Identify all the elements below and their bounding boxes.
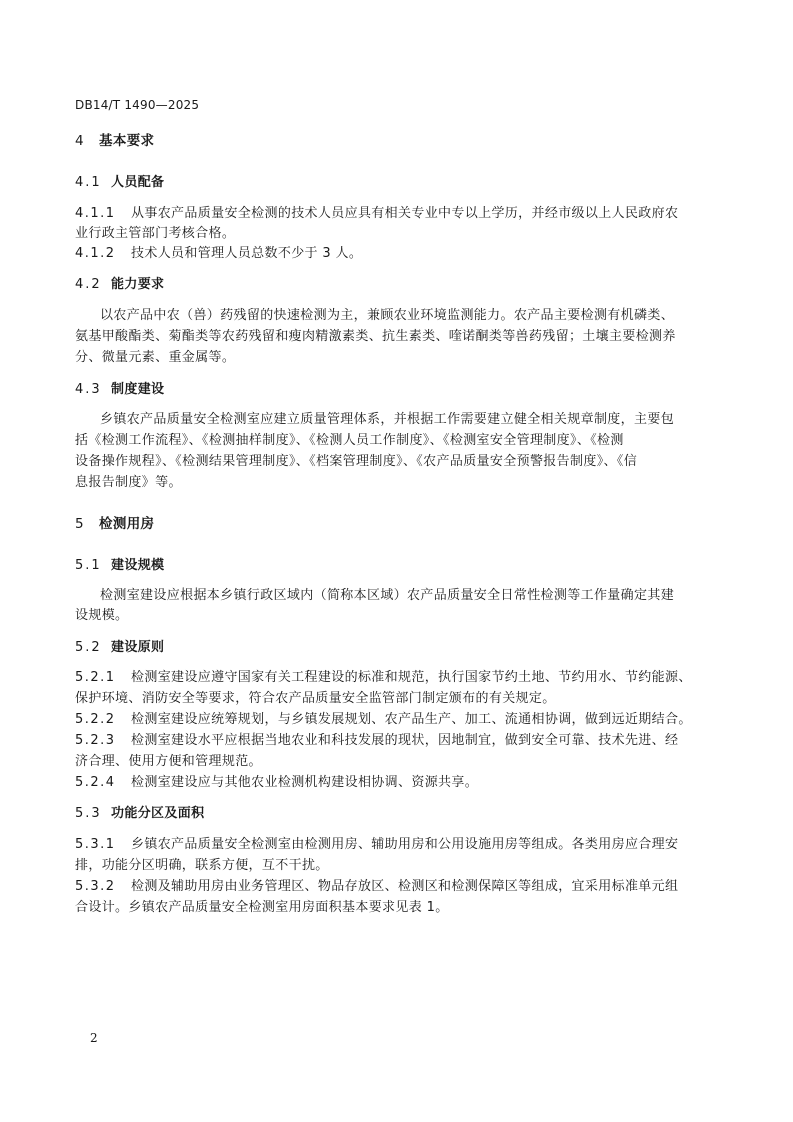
section-5-1-heading xyxy=(75,557,164,575)
paragraph-line: 从事农产品质量安全检测的技术人员应具有相关专业中专以上学历，并经市级以上人民政府农 xyxy=(131,206,679,221)
section-number: 4 xyxy=(75,133,86,149)
section-title: 建设原则 xyxy=(111,640,165,655)
section-number: 5.3 xyxy=(75,806,102,821)
paragraph-line: 息报告制度》等。 xyxy=(75,475,182,490)
section-5-heading xyxy=(75,515,154,533)
clause-number: 5.2.3 xyxy=(75,733,116,748)
clause-5-3-1 xyxy=(75,836,678,854)
paragraph-line: 济合理、使用方便和管理规范。 xyxy=(75,754,262,769)
section-number: 4.1 xyxy=(75,175,102,190)
section-title: 检测用房 xyxy=(99,516,155,532)
clause-number: 4.1.1 xyxy=(75,206,116,221)
paragraph-line: 检测室建设应根据本乡镇行政区域内（简称本区域）农产品质量安全日常性检测等工作量确定其建 xyxy=(100,588,675,603)
clause-number: 5.2.4 xyxy=(75,775,116,790)
section-title: 功能分区及面积 xyxy=(111,806,205,821)
section-number: 4.2 xyxy=(75,277,102,292)
paragraph-line: 业行政主管部门考核合格。 xyxy=(75,226,236,241)
section-number: 4.3 xyxy=(75,382,102,397)
paragraph-line: 检测及辅助用房由业务管理区、物品存放区、检测区和检测保障区等组成，宜采用标准单元组 xyxy=(131,879,679,894)
section-5-2-heading xyxy=(75,639,164,657)
paragraph-line: 设备操作规程》、《检测结果管理制度》、《档案管理制度》、《农产品质量安全预警报告制度》、《信 xyxy=(75,454,638,469)
clause-number: 5.2.1 xyxy=(75,670,116,685)
section-title: 建设规模 xyxy=(111,558,165,573)
section-number: 5.1 xyxy=(75,558,102,573)
paragraph-line: 氨基甲酸酯类、菊酯类等农药残留和瘦肉精激素类、抗生素类、喹诺酮类等兽药残留；土壤主要检测养 xyxy=(75,329,676,344)
paragraph-line: 分、微量元素、重金属等。 xyxy=(75,350,236,365)
clause-4-1-2 xyxy=(75,245,362,263)
section-5-3-heading xyxy=(75,805,204,823)
section-4-3-heading xyxy=(75,381,164,399)
section-title: 人员配备 xyxy=(111,175,165,190)
clause-number: 5.3.1 xyxy=(75,837,116,852)
document-id: DB14/T 1490—2025 xyxy=(75,98,200,112)
section-title: 基本要求 xyxy=(99,133,155,149)
clause-5-2-2 xyxy=(75,711,692,729)
section-4-1-heading xyxy=(75,174,164,192)
paragraph-line: 技术人员和管理人员总数不少于 3 人。 xyxy=(131,246,363,261)
clause-number: 5.2.2 xyxy=(75,712,116,727)
clause-5-2-3 xyxy=(75,732,678,750)
section-title: 制度建设 xyxy=(111,382,165,397)
paragraph-line: 检测室建设应与其他农业检测机构建设相协调、资源共享。 xyxy=(131,775,479,790)
paragraph-line: 检测室建设应统筹规划，与乡镇发展规划、农产品生产、加工、流通相协调，做到远近期结合。 xyxy=(131,712,692,727)
clause-number: 5.3.2 xyxy=(75,879,116,894)
paragraph-line: 设规模。 xyxy=(75,608,129,623)
paragraph-line: 括《检测工作流程》、《检测抽样制度》、《检测人员工作制度》、《检测室安全管理制度》、《检测 xyxy=(75,433,624,448)
clause-5-2-4 xyxy=(75,774,478,792)
clause-5-3-2 xyxy=(75,878,678,896)
section-4-2-heading xyxy=(75,276,164,294)
paragraph-line: 乡镇农产品质量安全检测室应建立质量管理体系，并根据工作需要建立健全相关规章制度，主要包 xyxy=(100,412,675,427)
section-4-heading xyxy=(75,132,154,150)
section-number: 5 xyxy=(75,516,86,532)
paragraph-line: 合设计。乡镇农产品质量安全检测室用房面积基本要求见表 1。 xyxy=(75,900,449,915)
section-title: 能力要求 xyxy=(111,277,165,292)
page-number: 2 xyxy=(90,1031,98,1045)
paragraph-line: 保护环境、消防安全等要求，符合农产品质量安全监管部门制定颁布的有关规定。 xyxy=(75,691,556,706)
paragraph-line: 排，功能分区明确，联系方便，互不干扰。 xyxy=(75,858,329,873)
paragraph-line: 乡镇农产品质量安全检测室由检测用房、辅助用房和公用设施用房等组成。各类用房应合理安 xyxy=(131,837,679,852)
paragraph-line: 以农产品中农（兽）药残留的快速检测为主，兼顾农业环境监测能力。农产品主要检测有机磷类、 xyxy=(100,308,675,323)
clause-5-2-1 xyxy=(75,669,692,687)
section-number: 5.2 xyxy=(75,640,102,655)
paragraph-line: 检测室建设应遵守国家有关工程建设的标准和规范，执行国家节约土地、节约用水、节约能源、 xyxy=(131,670,692,685)
paragraph-line: 检测室建设水平应根据当地农业和科技发展的现状，因地制宜，做到安全可靠、技术先进、经 xyxy=(131,733,679,748)
clause-number: 4.1.2 xyxy=(75,246,116,261)
clause-4-1-1 xyxy=(75,205,678,223)
